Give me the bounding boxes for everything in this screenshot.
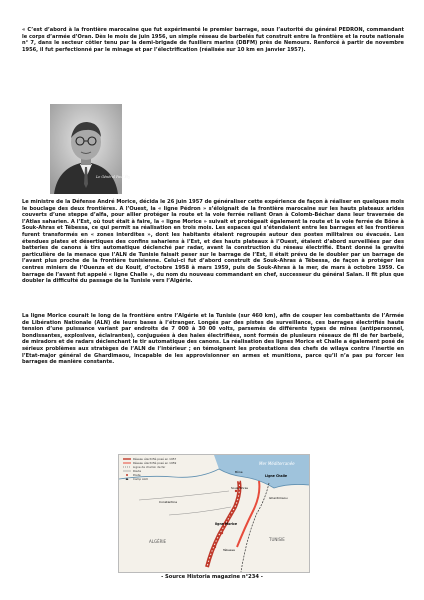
bone-label: Bône bbox=[235, 470, 243, 474]
morice-decision-paragraph: Le ministre de la Défense André Morice, décida le 26 juin 1957 de généraliser cette expérience de façon à réaliser en quelques mois le bouclage des deux frontières. A l’Ouest, la « ligne Pédron » s’éloignait de la frontière marocaine sur les hauts plateaux arides couverts d’une steppe d’alfa, pour allier protéger la route et la voie ferrée reliant Oran à Colomb-Béchar dans leur traversée de l’Atlas saharien. A l’Est, où tout était à faire, la « ligne Morice » suivait et protégeait également la route et la voie ferrée de Bône à Souk-Ahras et Tébessa, ce qui permit sa réalisation en trois mois. Les espaces qui s’étendaient entre les barrages et les frontières furent transformés en « zones interdites », dont les habitants étaient regroupés autour des postes militaires ou évacués. Les étendues plates et désertiques des confins sahariens à l’Est, et des hauts plateaux à l’Ouest, étaient d’abord surveillées par des batteries de canons à tirs automatique déclenché par radar, avant la construction du réseau électrifié. Etant donné la gravité particulière de la menace que l’ALN de Tunisie faisait peser sur le barrage de l’Est, il était prévu de le doubler par un barrage de l’avant plus proche de la frontière tunisienne. Celui-ci fut d’abord construit de Souk-Ahras à Tébessa, de façon à protéger les centres miniers de l’Ouenza et du Kouif, d’octobre 1958 à mars 1959, puis de Souk-Ahras à la mer, de mars à octobre 1959. Ce barrage de l’avant fut appelé « ligne Challe », du nom du nouveau commandant en chef, successeur du général Salan. Il fit plus que doubler la difficulté du passage de la Tunisie vers l’Algérie. bbox=[22, 199, 404, 285]
svg-text:Réseau électrifié posé en 1959: Réseau électrifié posé en 1959 bbox=[133, 461, 177, 466]
morice-line-paragraph: La ligne Morice courait le long de la frontière entre l’Algérie et la Tunisie (sur 460 km), afin de couper les combattants de l’Armée de Libération Nationale (ALN) de leurs bases à l’étranger. Longés par des pistes de surveillance, ces barrages électrifiés haute tension d’une puissance variant par endroits de 7 000 à 30 00 volts, parsemés de différents types de mines (antipersonnel, bondissantes, explosives, éclairantes), conjuguées à des haies électrifiées, sont formés de plusieurs réseaux de fil de fer barbelé, de miradors et de radars déclenchant le tir automatique des canons. La réalisation des lignes Morice et Challe a également posé de sérieux problèmes aux stratèges de l’ALN de l’intérieur ; en témoignent les protestations des chefs de wilaya contre l’inertie en l’Etat-major général de Ghardimaou, incapable de les approvisionner en armes et munitions, parce qu’il n’a pas pu forcer les barrages de manière constante. bbox=[22, 313, 404, 366]
souk-ahras-label: Souk-Ahras bbox=[231, 486, 248, 490]
intro-paragraph: « C’est d’abord à la frontière marocaine que fut expérimenté le premier barrage, sous l’autorité du général PEDRON, commandant le corps d’armée d’Oran. Dès le mois de juin 1956, un simple réseau de barbelés fut construit entre la frontière et la route nationale n° 7, dans le secteur côtier tenu par la demi-brigade de fusiliers marins (DBFM) près de Nemours. Renforcé à partir de novembre 1956, il fut perfectionné par le minage et par l’électrification (réalisée sur 10 km en janvier 1957). bbox=[22, 27, 404, 53]
ligne-morice-label: ligne Morice bbox=[215, 522, 238, 526]
sea-area bbox=[214, 455, 309, 488]
svg-text:Route: Route bbox=[133, 469, 142, 474]
svg-text:Poste: Poste bbox=[133, 473, 141, 478]
tunisie-label: TUNISIE bbox=[269, 537, 285, 542]
svg-text:Réseau électrifié posé en 1957: Réseau électrifié posé en 1957 bbox=[133, 457, 177, 462]
source-caption: - Source Historia magazine n°234 - bbox=[161, 574, 263, 580]
portrait-signature bbox=[50, 104, 131, 194]
ligne-challe-label: Ligne Challe bbox=[265, 474, 288, 478]
svg-text:Le Général Paul Ély: Le Général Paul Ély bbox=[96, 175, 131, 179]
algerie-label: ALGÉRIE bbox=[149, 539, 167, 544]
tebessa-label: Tébessa bbox=[223, 548, 235, 552]
svg-text:Ligne de chemin de fer: Ligne de chemin de fer bbox=[133, 465, 166, 470]
sea-label: Mer Méditerranée bbox=[259, 461, 295, 466]
constantine-label: Constantine bbox=[159, 500, 178, 504]
portrait-photo bbox=[50, 104, 131, 194]
map-illustration bbox=[119, 455, 309, 572]
barrage-map bbox=[118, 454, 310, 573]
ghardimaou-label: Ghardimaou bbox=[269, 496, 288, 500]
svg-text:Camp ALN: Camp ALN bbox=[133, 477, 148, 482]
